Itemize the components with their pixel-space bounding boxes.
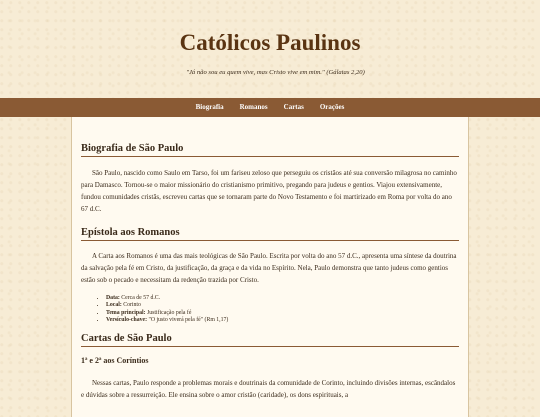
fact-value: Cerca de 57 d.C. [119,295,161,301]
main-content [71,117,469,417]
nav-biografia[interactable]: Biografia [195,103,224,111]
corintios-subheading: 1ª e 2ª aos Coríntios [81,356,149,365]
list-item [106,295,459,302]
fact-label: Data: [106,295,120,301]
site-title: Católicos Paulinos [179,30,361,55]
nav-oracoes[interactable]: Orações [319,103,345,111]
list-item [106,317,459,324]
romanos-heading: Epístola aos Romanos [81,227,459,241]
fact-value: Justificação pela fé [145,309,192,316]
fact-label: Versículo-chave: [106,316,147,323]
nav-romanos[interactable]: Romanos [239,103,268,111]
romanos-facts-list [81,295,459,324]
site-header [0,0,540,98]
fact-label: Tema principal: [106,309,146,316]
fact-value: "O justo viverá pela fé" (Rm 1,17) [147,316,229,323]
corintios-text: Nessas cartas, Paulo responde a problemas morais e doutrinais da comunidade de Corinto, incluindo divisões internas, escândalos e dúvidas sobre a ressurreição. Ele ensina sobre o amor cristão (caridade), os dons espirituais, a [81,379,456,399]
biografia-heading: Biografia de São Paulo [81,143,459,157]
list-item [106,310,459,317]
main-navbar [0,98,540,117]
fact-value: Corinto [121,302,141,309]
biografia-text: São Paulo, nascido como Saulo em Tarso, foi um fariseu zeloso que perseguiu os cristãos até sua conversão milagrosa no caminho para Damasco. Tornou-se o maior missionário do cristianismo primitivo, pregando para judeus e gentios. Viajou extensivamente, fundou comunidades cristãs, escreveu cartas que se tornaram parte do Novo Testamento e foi martirizado em Roma por volta do ano 67 d.C. [81,169,457,213]
nav-cartas[interactable]: Cartas [283,103,304,111]
romanos-text: A Carta aos Romanos é uma das mais teológicas de São Paulo. Escrita por volta do ano 57 d.C., apresenta uma síntese da doutrina da salvação pela fé em Cristo, da justificação, da graça e da vida no Espírito. Nela, Paulo demonstra que tanto judeus como gentios estão sob o pecado e necessitam da redenção trazida por Cristo. [81,252,457,284]
site-tagline: "Já não sou eu quem vive, mas Cristo vive em mim." (Gálatas 2,20) [186,69,365,76]
list-item [106,302,459,309]
fact-label: Local: [106,302,122,309]
cartas-heading: Cartas de São Paulo [81,333,459,347]
